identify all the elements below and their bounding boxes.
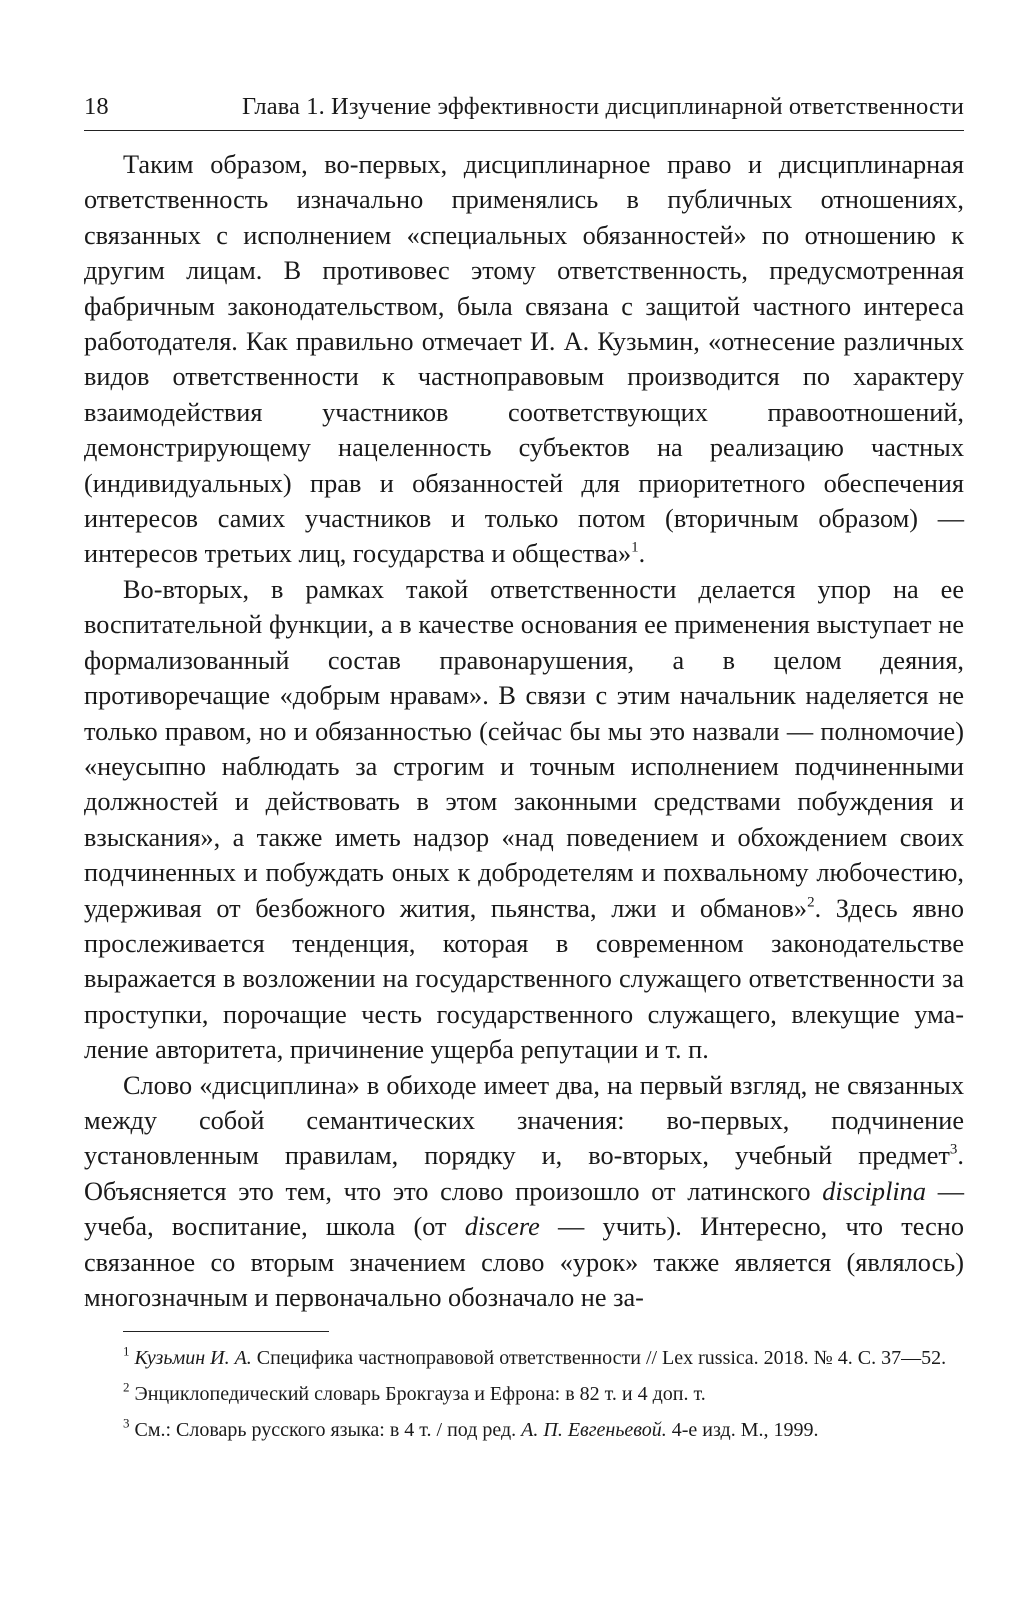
footnote-mark-1: 1 bbox=[123, 1343, 130, 1359]
latin-term-disciplina: disciplina bbox=[822, 1176, 926, 1206]
paragraph-2-text-b: . Здесь явно прослеживается тенденция, которая в современном законодательстве выражается в возложении на государственного служащего ответственности за проступки, порочащие честь государственного служащего, влекущие умаление авторитета, причинение ущерба репутации и т. п. bbox=[84, 893, 964, 1065]
footnotes bbox=[84, 1344, 964, 1445]
footnote-2-text: Энциклопедический словарь Брокгауза и Ефрона: в 82 т. и 4 доп. т. bbox=[134, 1383, 706, 1406]
paragraph-3-text-c: — учеба, воспитание, школа (от bbox=[84, 1176, 964, 1242]
main-text bbox=[84, 147, 964, 1315]
footnote-mark-2: 2 bbox=[123, 1379, 130, 1395]
paragraph-2 bbox=[84, 572, 964, 1068]
footnote-3 bbox=[84, 1416, 964, 1445]
footnote-2 bbox=[84, 1380, 964, 1409]
paragraph-2-text-a: Во-вторых, в рамках такой ответственности делается упор на ее воспитательной функции, а в качестве основания ее применения выступает не формализованный состав правонарушения, а в целом деяния, противоречащие «добрым нравам». В связи с этим начальник наделяется не только правом, но и обязанностью (сейчас бы мы это назвали — полномочие) «неусыпно наблюдать за строгим и точным исполнением подчиненными должностей и действовать в этом законными средствами побуждения и взыскания», а также иметь надзор «над поведением и обхождением своих подчиненных и побуждать оных к добродетелям и похвальному любочестию, удерживая от безбожного жития, пьянства, лжи и обманов» bbox=[84, 574, 964, 923]
footnote-divider bbox=[123, 1331, 329, 1332]
running-header bbox=[84, 92, 964, 131]
footnote-ref-2: 2 bbox=[807, 894, 815, 911]
footnote-3-editor: А. П. Евгеньевой. bbox=[521, 1419, 667, 1442]
footnote-ref-3: 3 bbox=[949, 1141, 958, 1158]
footnote-1-author: Кузьмин И. А. bbox=[134, 1347, 252, 1370]
footnote-mark-3: 3 bbox=[123, 1415, 130, 1431]
paragraph-3-text-d: — учить). Интересно, что тесно связанное со вторым значением слово «урок» также является (являлось) многозначным и первоначально обозначало не за- bbox=[84, 1212, 964, 1312]
footnote-ref-1: 1 bbox=[631, 539, 639, 556]
footnote-3-text-b: 4-е изд. М., 1999. bbox=[666, 1419, 819, 1442]
footnote-1 bbox=[84, 1344, 964, 1373]
footnote-1-text: Специфика частноправовой ответственности // Lex russica. 2018. № 4. С. 37—52. bbox=[251, 1347, 947, 1370]
paragraph-1 bbox=[84, 147, 964, 572]
paragraph-1-text: Таким образом, во-первых, дисциплинарное право и дисциплинарная ответственность изначально применялись в публичных отношениях, связанных с исполнением «специальных обязанностей» по отношению к другим лицам. В противовес этому ответственность, предусмотренная фабричным законодательством, была связана с защитой частного интереса работодателя. Как правильно отмечает И. А. Кузьмин, «отнесение различных видов ответственности к частноправовым производится по характеру взаимодействия участников соответствующих правоотношений, демонстрирующему нацеленность субъектов на реализацию частных (индивидуальных) прав и обязанностей для приоритетного обеспечения интересов самих участников и только потом (вторичным образом) — интересов третьих лиц, государства и общества» bbox=[84, 150, 964, 569]
chapter-title: Глава 1. Изучение эффективности дисциплинарной ответственности bbox=[241, 93, 964, 120]
paragraph-3 bbox=[84, 1068, 964, 1316]
paragraph-1-end: . bbox=[638, 539, 646, 569]
page-number: 18 bbox=[84, 93, 109, 120]
footnote-3-text-a: См.: Словарь русского языка: в 4 т. / под ред. bbox=[134, 1419, 522, 1442]
paragraph-3-text-b: . Объясняется это тем, что это слово произошло от латинского bbox=[84, 1141, 964, 1206]
paragraph-3-text-a: Слово «дисциплина» в обиходе имеет два, на первый взгляд, не связанных между собой семантических значения: во-первых, подчинение установленным правилам, порядку и, во-вторых, учебный предмет bbox=[84, 1070, 964, 1171]
book-page bbox=[84, 92, 964, 1452]
latin-term-discere: discere bbox=[464, 1212, 540, 1242]
